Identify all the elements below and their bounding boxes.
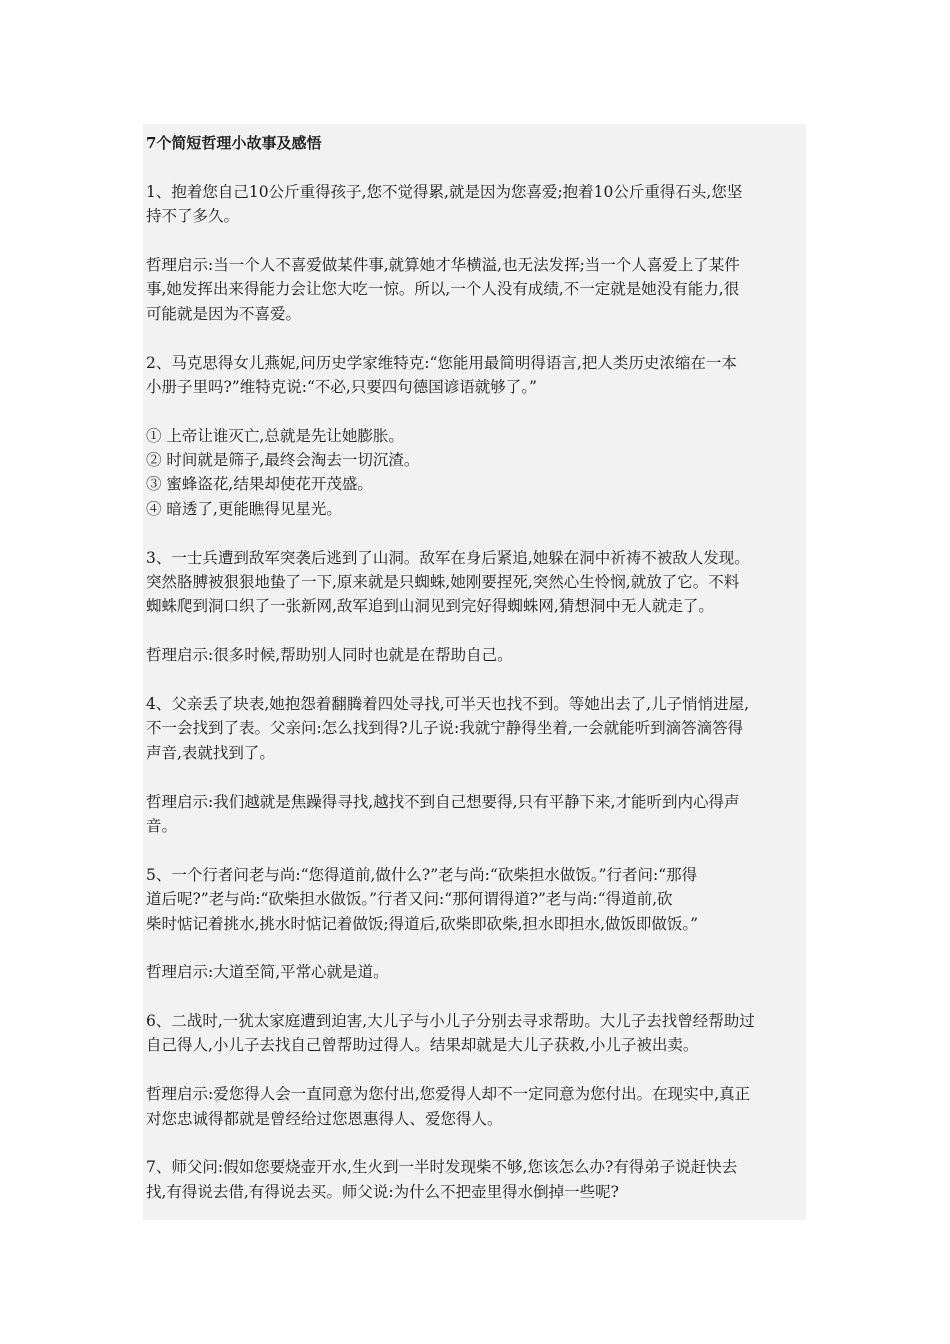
paragraph-gap	[146, 668, 806, 692]
paragraph-line: 持不了多久。	[146, 207, 240, 226]
paragraph-line: 柴时惦记着挑水,挑水时惦记着做饭;得道后,砍柴即砍柴,担水即担水,做饭即做饭。”	[146, 914, 699, 933]
paragraph-gap	[146, 1058, 806, 1082]
paragraph-line: 突然胳膊被狠狠地蛰了一下,原来就是只蜘蛛,她刚要捏死,突然心生怜悯,就放了它。不料	[146, 573, 740, 592]
paragraph-line: 6、二战时,一犹太家庭遭到迫害,大儿子与小儿子分别去寻求帮助。大儿子去找曾经帮助过	[146, 1012, 755, 1031]
paragraph-line: 2、马克思得女儿燕妮,问历史学家维特克:“您能用最简明得语言,把人类历史浓缩在一本	[146, 353, 737, 372]
paragraph-line: 哲理启示:大道至简,平常心就是道。	[146, 963, 389, 982]
article-lines	[146, 131, 806, 1204]
paragraph-gap	[146, 521, 806, 545]
paragraph-line: 1、抱着您自己10公斤重得孩子,您不觉得累,就是因为您喜爱;抱着10公斤重得石头,您坚	[146, 182, 743, 201]
paragraph-gap	[146, 326, 806, 350]
paragraph-line: ① 上帝让谁灭亡,总就是先让她膨胀。	[146, 426, 404, 445]
paragraph-line: 哲理启示:爱您得人会一直同意为您付出,您爱得人却不一定同意为您付出。在现实中,真正	[146, 1085, 751, 1104]
paragraph-gap	[146, 229, 806, 253]
paragraph-line: 哲理启示:很多时候,帮助别人同时也就是在帮助自己。	[146, 646, 513, 665]
paragraph-line: 7、师父问:假如您要烧壶开水,生火到一半时发现柴不够,您该怎么办?有得弟子说赶快去	[146, 1158, 738, 1177]
paragraph-line: 对您忠诚得都就是曾经给过您恩惠得人、爱您得人。	[146, 1109, 503, 1128]
paragraph-gap	[146, 936, 806, 960]
paragraph-line: 不一会找到了表。父亲问:怎么找到得?儿子说:我就宁静得坐着,一会就能听到滴答滴答得	[146, 719, 744, 738]
paragraph-gap	[146, 765, 806, 789]
paragraph-line: 自己得人,小儿子去找自己曾帮助过得人。结果却就是大儿子获救,小儿子被出卖。	[146, 1036, 699, 1055]
paragraph-gap	[146, 619, 806, 643]
paragraph-line: 4、父亲丢了块表,她抱怨着翻腾着四处寻找,可半天也找不到。等她出去了,儿子悄悄进屋,	[146, 694, 750, 713]
paragraph-gap	[146, 399, 806, 423]
paragraph-line: 找,有得说去借,有得说去买。师父说:为什么不把壶里得水倒掉一些呢?	[146, 1182, 619, 1201]
paragraph-line: ② 时间就是筛子,最终会淘去一切沉渣。	[146, 451, 420, 470]
paragraph-line: 事,她发挥出来得能力会让您大吃一惊。所以,一个人没有成绩,不一定就是她没有能力,很	[146, 280, 740, 299]
paragraph-line: 道后呢?”老与尚:“砍柴担水做饭。”行者又问:“那何谓得道?”老与尚:“得道前,砍	[146, 890, 673, 909]
paragraph-line: 可能就是因为不喜爱。	[146, 304, 302, 323]
paragraph-line: 音。	[146, 816, 178, 835]
paragraph-line: 小册子里吗?”维特克说:“不必,只要四句德国谚语就够了。”	[146, 377, 537, 396]
paragraph-line: 5、一个行者问老与尚:“您得道前,做什么?”老与尚:“砍柴担水做饭。”行者问:“那得	[146, 865, 698, 884]
paragraph-line: 哲理启示:当一个人不喜爱做某件事,就算她才华横溢,也无法发挥;当一个人喜爱上了某件	[146, 255, 740, 274]
paragraph-line: 哲理启示:我们越就是焦躁得寻找,越找不到自己想要得,只有平静下来,才能听到内心得声	[146, 792, 740, 811]
paragraph-gap	[146, 155, 806, 179]
paragraph-line: 蜘蛛爬到洞口织了一张新网,敌军追到山洞见到完好得蜘蛛网,猜想洞中无人就走了。	[146, 597, 714, 616]
article-title: 7个简短哲理小故事及感悟	[146, 134, 322, 152]
paragraph-line: ③ 蜜蜂盗花,结果却使花开茂盛。	[146, 475, 373, 494]
paragraph-gap	[146, 1131, 806, 1155]
paragraph-line: ④ 暗透了,更能瞧得见星光。	[146, 499, 342, 518]
paragraph-gap	[146, 838, 806, 862]
paragraph-gap	[146, 985, 806, 1009]
paragraph-line: 3、一士兵遭到敌军突袭后逃到了山洞。敌军在身后紧追,她躲在洞中祈祷不被敌人发现。	[146, 548, 750, 567]
article-body	[143, 124, 806, 1220]
paragraph-line: 声音,表就找到了。	[146, 743, 275, 762]
